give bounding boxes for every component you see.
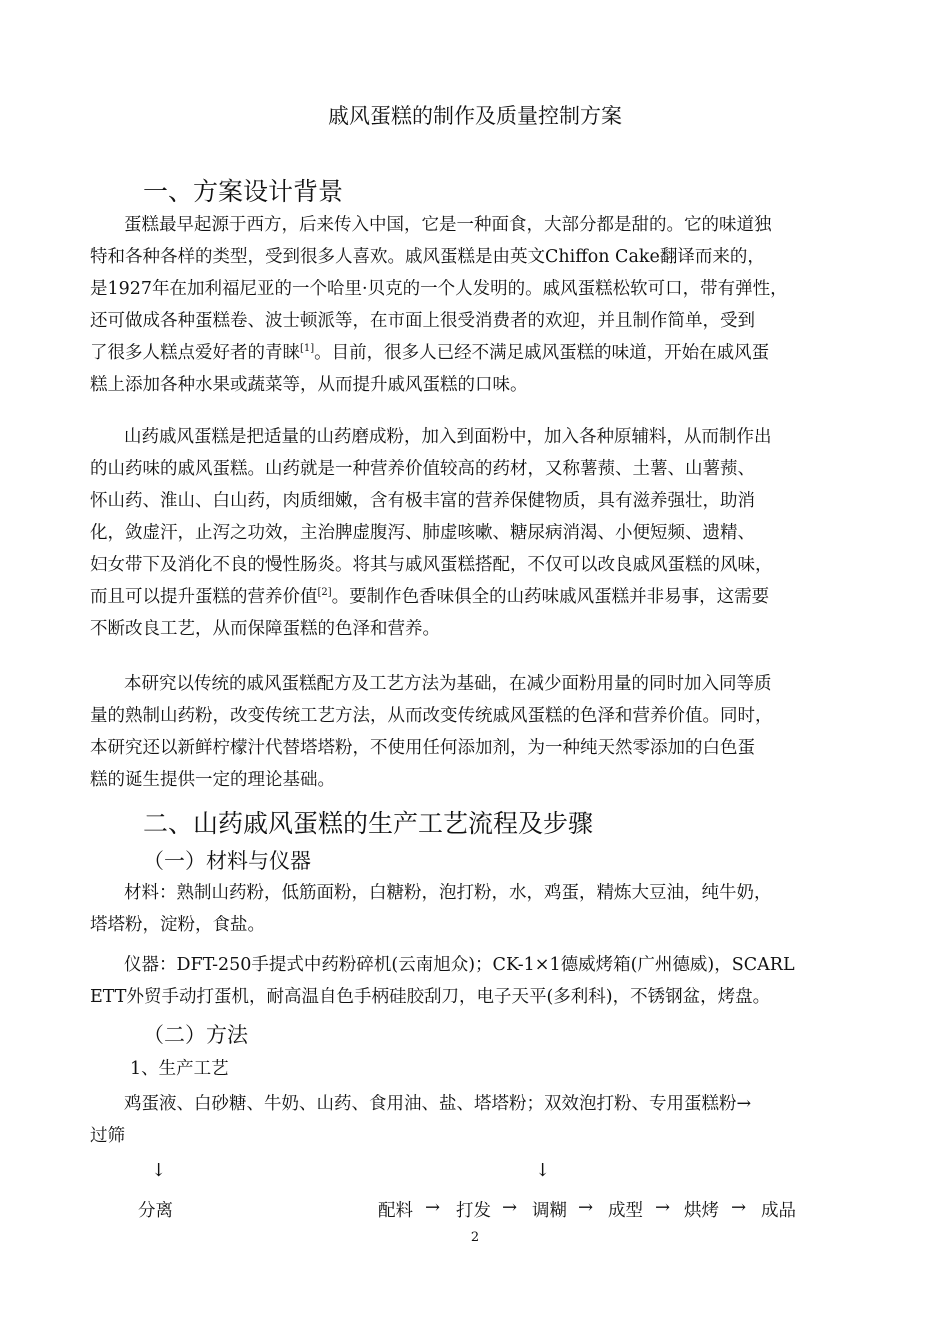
flow-step-batter: 调糊	[532, 1201, 567, 1221]
right-arrow-icon: →	[731, 1197, 747, 1218]
paragraph-background-2: 山药戚风蛋糕是把适量的山药磨成粉，加入到面粉中，加入各种原辅料，从而制作出 的山药味的戚风蛋糕。山药就是一种营养价值较高的药材，又称薯蓣、土薯、山薯蓣、 怀山药、淮山、白山药，肉质细嫩，含有极丰富的营养保健物质，具有滋养强壮，助消 化，敛虚汗，止泻之功效，主治脾虚腹泻、肺虚咳嗽、糖尿病消渴、小便短频、遗精、 妇女带下及消化不良的慢性肠炎。将其与戚风蛋糕搭配，不仅可以改良戚风蛋糕的风味， 而且可以提升蛋糕的营养价值[2]。要制作色香味俱全的山药味戚风蛋糕并非易事，这需要 不断改良工艺，从而保障蛋糕的色泽和营养。	[90, 427, 773, 639]
flow-step-batching: 配料	[378, 1201, 413, 1221]
flow-step-baking: 烘烤	[684, 1201, 719, 1221]
section-heading-background: 一、方案设计背景	[143, 177, 344, 206]
paragraph-background-1: 蛋糕最早起源于西方，后来传入中国，它是一种面食，大部分都是甜的。它的味道独 特和各种各样的类型，受到很多人喜欢。戚风蛋糕是由英文Chiffon Cake翻译而来的， 是1927年在加利福尼亚的一个哈里·贝克的一个人发明的。戚风蛋糕松软可口，带有弹性， 还可做成各种蛋糕卷、波士顿派等，在市面上很受消费者的欢迎，并且制作简单，受到 了很多人糕点爱好者的青睐[1]。目前，很多人已经不满足戚风蛋糕的味道，开始在戚风蛋 糕上添加各种水果或蔬菜等，从而提升戚风蛋糕的口味。	[90, 215, 788, 395]
flow-step-whipping: 打发	[456, 1201, 491, 1221]
page-number: 2	[470, 1230, 480, 1245]
citation-ref-2[interactable]: [2]	[317, 587, 332, 598]
right-arrow-icon: →	[425, 1197, 441, 1218]
document-title: 戚风蛋糕的制作及质量控制方案	[328, 104, 622, 128]
flow-step-separate: 分离	[138, 1201, 173, 1221]
section-heading-process: 二、山药戚风蛋糕的生产工艺流程及步骤	[143, 809, 594, 838]
subheading-method: （二）方法	[143, 1023, 248, 1047]
down-arrow-left: ↓	[151, 1160, 167, 1181]
citation-ref-1[interactable]: [1]	[300, 343, 315, 354]
right-arrow-icon: →	[578, 1197, 594, 1218]
paragraph-instruments: 仪器：DFT-250手提式中药粉碎机(云南旭众)；CK-1×1德威烤箱(广州德威)，SCARL ETT外贸手动打蛋机，耐高温自色手柄硅胶刮刀，电子天平(多利科)，不锈钢盆，烤盘。	[90, 955, 795, 1007]
flow-ingredients: 鸡蛋液、白砂糖、牛奶、山药、食用油、盐、塔塔粉；双效泡打粉、专用蛋糕粉→ 过筛	[90, 1094, 752, 1146]
down-arrow-right: ↓	[535, 1160, 551, 1181]
right-arrow-icon: →	[502, 1197, 518, 1218]
flow-step-forming: 成型	[608, 1201, 643, 1221]
item-production-process: 1、生产工艺	[130, 1059, 229, 1079]
subheading-materials: （一）材料与仪器	[143, 849, 311, 873]
paragraph-background-3: 本研究以传统的戚风蛋糕配方及工艺方法为基础，在减少面粉用量的同时加入同等质 量的熟制山药粉，改变传统工艺方法，从而改变传统戚风蛋糕的色泽和营养价值。同时， 本研究还以新鲜柠檬汁代替塔塔粉，不使用任何添加剂，为一种纯天然零添加的白色蛋 糕的诞生提供一定的理论基础。	[90, 674, 773, 790]
paragraph-materials: 材料：熟制山药粉，低筋面粉，白糖粉，泡打粉，水，鸡蛋，精炼大豆油，纯牛奶， 塔塔粉，淀粉，食盐。	[90, 883, 772, 935]
right-arrow-icon: →	[655, 1197, 671, 1218]
flow-step-finished: 成品	[761, 1201, 796, 1221]
